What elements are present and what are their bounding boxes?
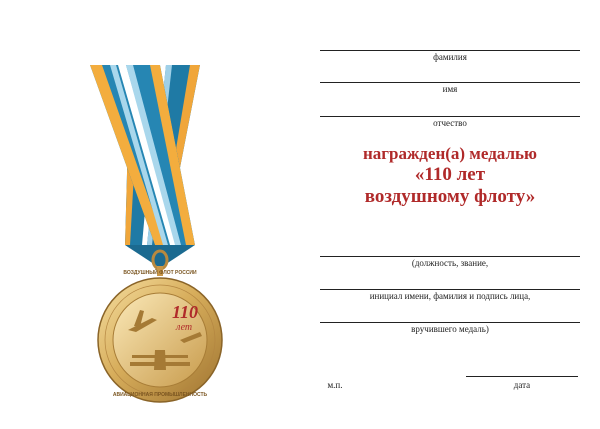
date-line[interactable] xyxy=(466,376,578,377)
name-label: имя xyxy=(442,84,458,94)
medal-number: 110 xyxy=(172,302,199,322)
medal-top-arc: ВОЗДУШНЫЙ ФЛОТ РОССИИ xyxy=(123,270,197,276)
position-line[interactable] xyxy=(320,256,580,257)
presenter-line[interactable] xyxy=(320,322,580,323)
medal-bottom-arc: АВИАЦИОННАЯ ПРОМЫШЛЕННОСТЬ xyxy=(112,392,208,398)
patronymic-line[interactable] xyxy=(320,116,580,117)
medal-unit: лет xyxy=(176,322,193,333)
patronymic-label: отчество xyxy=(433,118,467,128)
surname-line[interactable] xyxy=(320,50,580,51)
initials-line[interactable] xyxy=(320,289,580,290)
surname-label: фамилия xyxy=(433,52,467,62)
initials-label: инициал имени, фамилия и подпись лица, xyxy=(369,291,531,301)
award-line-3: воздушному флоту» xyxy=(364,186,536,207)
name-line[interactable] xyxy=(320,82,580,83)
medal-illustration xyxy=(60,40,260,420)
award-line-2: «110 лет xyxy=(414,164,486,185)
position-label: (должность, звание, xyxy=(411,258,489,268)
stamp-label: м.п. xyxy=(327,380,343,390)
award-line-1: награжден(а) медалью xyxy=(363,144,537,163)
presenter-label: вручившего медаль) xyxy=(411,324,489,334)
date-label: дата xyxy=(513,380,531,390)
medal-image xyxy=(60,40,260,420)
